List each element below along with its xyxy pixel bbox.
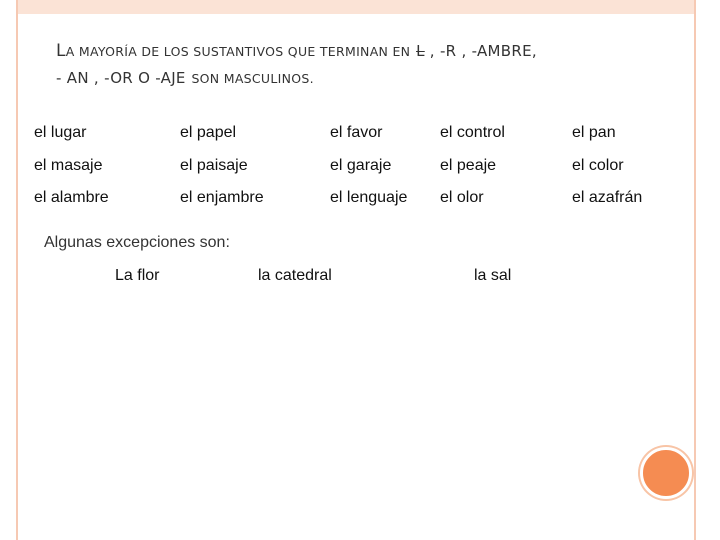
exceptions-heading: Algunas excepciones son: xyxy=(44,234,230,251)
title-strike-letter: L xyxy=(416,42,425,60)
word-cell: el control xyxy=(440,124,505,141)
word-row-2 xyxy=(34,157,674,181)
title-line-2 xyxy=(56,65,676,92)
word-cell: el lugar xyxy=(34,124,87,141)
word-row-1 xyxy=(34,124,674,148)
word-cell: el olor xyxy=(440,189,484,206)
word-cell: el papel xyxy=(180,124,237,141)
word-cell: el garaje xyxy=(330,157,392,174)
slide-title xyxy=(56,38,676,92)
title-line-1 xyxy=(56,38,676,65)
title-endings: , -R , -AMBRE, xyxy=(424,42,537,60)
word-cell: el pan xyxy=(572,124,616,141)
decorative-circle xyxy=(640,447,692,499)
exception-item: la catedral xyxy=(258,267,332,284)
exception-item: la sal xyxy=(474,267,512,284)
word-row-3 xyxy=(34,189,674,213)
word-cell: el peaje xyxy=(440,157,497,174)
word-cell: el lenguaje xyxy=(330,189,408,206)
title-endings-2: - AN , -OR O -AJE xyxy=(56,69,186,87)
exception-item: La flor xyxy=(115,267,160,284)
word-cell: el color xyxy=(572,157,624,174)
word-cell: el paisaje xyxy=(180,157,248,174)
title-initial: L xyxy=(56,41,66,61)
title-text-2: SON MASCULINOS. xyxy=(191,71,314,86)
word-cell: el favor xyxy=(330,124,383,141)
title-text: A MAYORÍA DE LOS SUSTANTIVOS QUE TERMINAN EN xyxy=(65,44,411,59)
word-cell: el alambre xyxy=(34,189,109,206)
word-cell: el azafrán xyxy=(572,189,643,206)
word-cell: el enjambre xyxy=(180,189,264,206)
word-cell: el masaje xyxy=(34,157,103,174)
